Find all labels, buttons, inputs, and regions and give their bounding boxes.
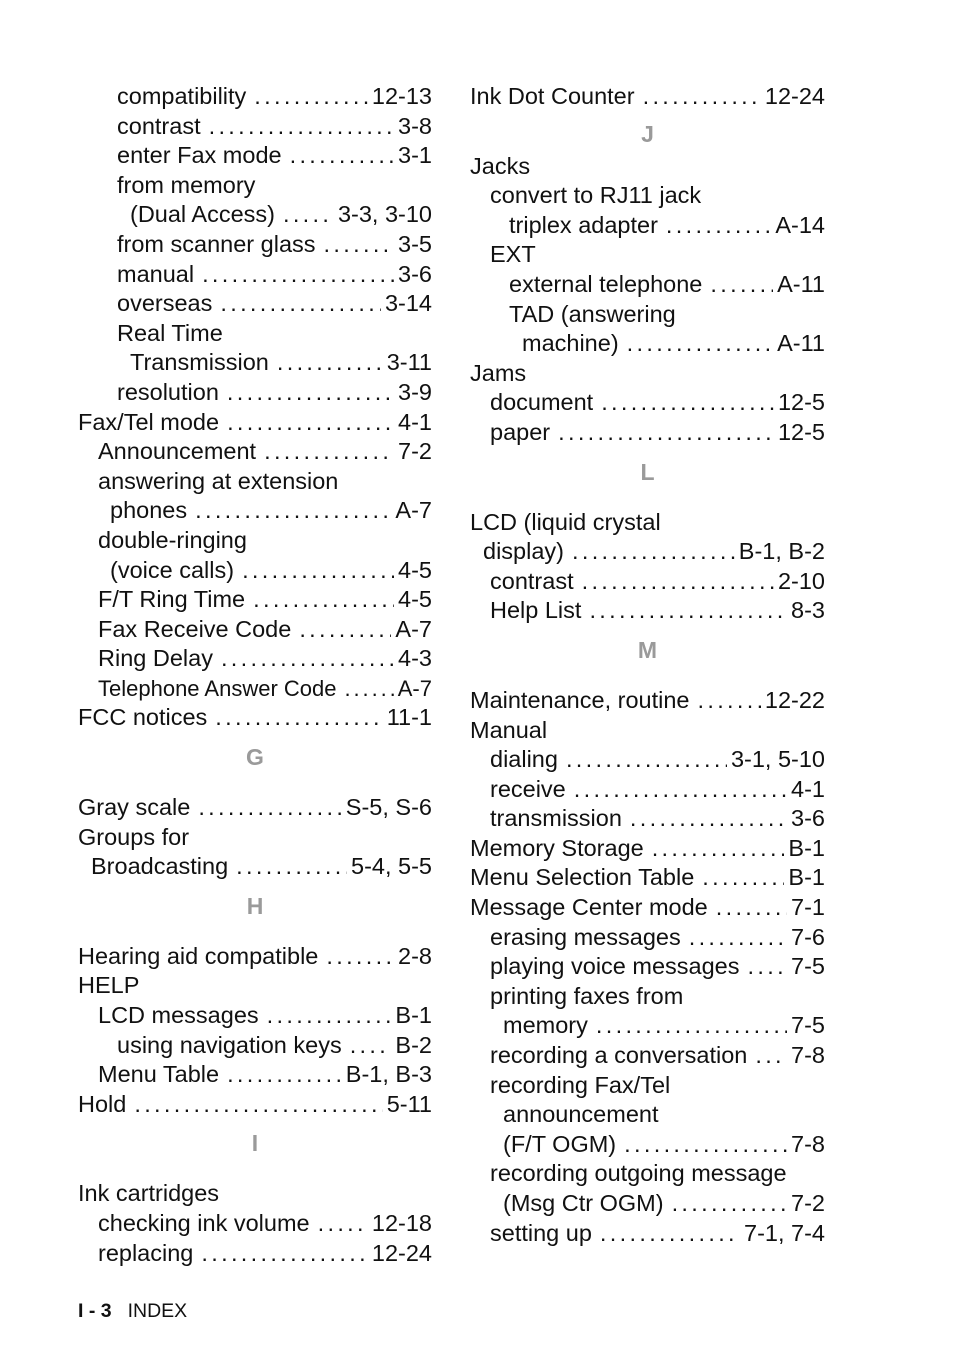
index-entry-term: Menu Selection Table xyxy=(470,864,695,891)
index-entry-page: 3-5 xyxy=(398,230,432,257)
index-letter-heading: J xyxy=(641,120,654,147)
index-entry xyxy=(470,596,825,626)
index-entry-term: compatibility xyxy=(117,83,247,109)
index-entry xyxy=(78,437,432,467)
index-entry-page: 7-1 xyxy=(791,894,825,921)
index-entry-term: FCC notices xyxy=(78,704,208,731)
index-entry-term: Gray scale xyxy=(78,794,191,821)
index-entry-page: 7-5 xyxy=(791,1012,825,1039)
leader-dots xyxy=(600,1219,740,1249)
index-entry-term: Jams xyxy=(470,359,527,386)
index-entry xyxy=(78,674,432,704)
index-entry-term: display) xyxy=(483,538,564,565)
index-entry-page: B-1 xyxy=(788,864,825,891)
index-entry-term: double-ringing xyxy=(98,526,247,553)
index-entry-term: Ink Dot Counter xyxy=(470,83,635,109)
leader-dots xyxy=(601,388,774,418)
leader-dots xyxy=(236,852,347,882)
index-entry xyxy=(78,703,432,733)
index-entry-term: Message Center mode xyxy=(470,894,708,921)
index-entry-term: machine) xyxy=(522,330,619,357)
index-entry xyxy=(78,348,432,378)
index-entry-term: announcement xyxy=(503,1101,659,1128)
index-entry-term: paper xyxy=(490,418,551,445)
footer-section-title: INDEX xyxy=(127,1300,188,1322)
index-entry xyxy=(470,893,825,923)
index-entry-term: using navigation keys xyxy=(117,1031,342,1058)
leader-dots xyxy=(350,1031,392,1061)
index-entry-term: checking ink volume xyxy=(98,1210,310,1236)
index-entry-page: S-5, S-6 xyxy=(345,794,432,821)
index-entry xyxy=(78,1179,432,1209)
index-entry-page: 3-3, 3-10 xyxy=(337,201,432,228)
index-entry xyxy=(78,1031,432,1061)
index-entry xyxy=(470,863,825,893)
index-entry-term: Help List xyxy=(490,597,582,624)
index-entry xyxy=(470,1189,825,1219)
index-entry-page: B-1 xyxy=(788,834,825,861)
index-entry-term: Transmission xyxy=(130,349,269,376)
index-entry-page: 3-6 xyxy=(398,260,432,287)
leader-dots xyxy=(227,1060,342,1090)
index-entry-page: A-11 xyxy=(777,330,825,357)
index-entry-page: 4-3 xyxy=(398,645,432,672)
index-entry xyxy=(470,1219,825,1249)
index-entry-term: document xyxy=(490,389,594,416)
index-entry xyxy=(78,200,432,230)
index-entry-term: EXT xyxy=(490,241,536,268)
leader-dots xyxy=(702,863,784,893)
index-entry-page: 4-5 xyxy=(398,586,432,613)
index-entry xyxy=(78,319,432,349)
index-entry-term: printing faxes from xyxy=(490,982,684,1009)
index-entry xyxy=(78,289,432,319)
leader-dots xyxy=(326,942,394,972)
index-entry-page: A-7 xyxy=(395,615,432,642)
index-entry-page: 12-13 xyxy=(371,83,432,109)
index-entry xyxy=(78,793,432,823)
index-entry xyxy=(470,537,825,567)
index-entry xyxy=(470,804,825,834)
index-entry-page: 7-6 xyxy=(791,923,825,950)
leader-dots xyxy=(283,200,334,230)
index-entry-page: B-1 xyxy=(395,1002,432,1029)
leader-dots xyxy=(716,893,787,923)
index-entry xyxy=(78,141,432,171)
leader-dots xyxy=(227,378,394,408)
index-entry-page: 7-1, 7-4 xyxy=(744,1219,825,1246)
leader-dots xyxy=(134,1090,382,1120)
index-entry xyxy=(470,1041,825,1071)
index-entry-term: receive xyxy=(490,775,566,802)
index-entry xyxy=(470,181,825,211)
index-entry xyxy=(470,952,825,982)
leader-dots xyxy=(589,596,787,626)
leader-dots xyxy=(221,644,394,674)
index-entry-page: A-11 xyxy=(777,270,825,297)
index-entry-page: 12-22 xyxy=(764,686,825,713)
index-entry-term: Fax/Tel mode xyxy=(78,408,220,435)
index-entry xyxy=(78,1060,432,1090)
leader-dots xyxy=(572,537,735,567)
index-entry-page: 7-2 xyxy=(398,438,432,465)
leader-dots xyxy=(672,1189,787,1219)
index-entry-term: external telephone xyxy=(509,270,703,297)
leader-dots xyxy=(666,211,771,241)
index-entry-page: 4-1 xyxy=(791,775,825,802)
index-letter-heading: L xyxy=(640,458,655,485)
index-entry xyxy=(470,359,825,389)
index-entry-term: contrast xyxy=(490,567,574,594)
index-entry-term: Menu Table xyxy=(98,1061,220,1088)
page-footer xyxy=(78,1300,187,1323)
index-entry xyxy=(470,982,825,1012)
index-entry-page: 3-1, 5-10 xyxy=(730,746,825,773)
footer-page-number: I - 3 xyxy=(78,1300,112,1322)
leader-dots xyxy=(215,703,382,733)
index-entry xyxy=(470,388,825,418)
index-entry-term: LCD messages xyxy=(98,1002,259,1029)
index-entry-page: A-7 xyxy=(397,675,432,701)
index-entry xyxy=(78,378,432,408)
index-entry xyxy=(78,942,432,972)
index-entry-page: 12-5 xyxy=(777,389,825,416)
index-entry xyxy=(78,112,432,142)
index-entry-term: playing voice messages xyxy=(490,953,740,980)
leader-dots xyxy=(254,82,368,112)
index-entry xyxy=(470,1071,825,1101)
index-entry xyxy=(470,567,825,597)
index-entry-page: 11-1 xyxy=(386,704,432,731)
leader-dots xyxy=(710,270,773,300)
index-entry-page: 12-5 xyxy=(777,418,825,445)
index-entry-term: Maintenance, routine xyxy=(470,686,690,713)
index-letter-heading: G xyxy=(246,744,264,771)
index-entry-page: 3-1 xyxy=(398,142,432,169)
leader-dots xyxy=(198,793,341,823)
index-entry-term: erasing messages xyxy=(490,923,681,950)
index-entry-page: 4-1 xyxy=(398,408,432,435)
index-entry-term: memory xyxy=(503,1012,588,1039)
index-letter-heading: H xyxy=(246,892,264,919)
index-letter-heading: M xyxy=(637,636,658,663)
index-entry-term: from memory xyxy=(117,171,256,198)
index-entry-page: 7-8 xyxy=(791,1042,825,1069)
index-entry xyxy=(470,211,825,241)
index-entry xyxy=(470,152,825,182)
index-entry-term: Hearing aid compatible xyxy=(78,942,319,969)
index-entry-page: 12-24 xyxy=(764,83,825,109)
index-entry xyxy=(78,1209,432,1239)
index-entry-term: resolution xyxy=(117,378,219,405)
index-entry xyxy=(470,775,825,805)
index-entry-page: 3-8 xyxy=(398,112,432,139)
index-entry-term: Broadcasting xyxy=(91,853,229,880)
index-entry-term: replacing xyxy=(98,1239,194,1266)
leader-dots xyxy=(324,230,395,260)
leader-dots xyxy=(624,1130,787,1160)
index-entry xyxy=(470,329,825,359)
index-entry xyxy=(470,82,825,112)
index-entry-page: 2-8 xyxy=(398,942,432,969)
index-entry-term: Ink cartridges xyxy=(78,1180,220,1207)
index-entry-page: A-7 xyxy=(395,497,432,524)
index-entry-term: enter Fax mode xyxy=(117,142,282,169)
index-entry xyxy=(78,526,432,556)
leader-dots xyxy=(277,348,383,378)
index-entry xyxy=(78,408,432,438)
index-entry-term: transmission xyxy=(490,805,622,832)
index-entry xyxy=(470,686,825,716)
index-entry xyxy=(78,230,432,260)
index-entry xyxy=(78,615,432,645)
index-entry xyxy=(470,1011,825,1041)
index-entry-term: Telephone Answer Code xyxy=(98,675,337,701)
leader-dots xyxy=(267,1001,392,1031)
index-entry-page: 7-5 xyxy=(791,953,825,980)
index-entry-term: manual xyxy=(117,260,195,287)
index-entry xyxy=(78,171,432,201)
index-entry-page: B-2 xyxy=(395,1031,432,1058)
index-entry xyxy=(470,745,825,775)
leader-dots xyxy=(195,496,391,526)
leader-dots xyxy=(755,1041,787,1071)
index-entry xyxy=(78,1239,432,1269)
index-entry-page: 7-8 xyxy=(791,1130,825,1157)
index-entry xyxy=(470,270,825,300)
leader-dots xyxy=(582,567,774,597)
leader-dots xyxy=(652,834,785,864)
index-entry-page: 8-3 xyxy=(791,597,825,624)
index-entry xyxy=(470,716,825,746)
leader-dots xyxy=(574,775,787,805)
leader-dots xyxy=(220,289,381,319)
index-entry-term: (Msg Ctr OGM) xyxy=(503,1190,664,1216)
index-entry-term: Real Time xyxy=(117,319,223,346)
index-entry-page: 7-2 xyxy=(791,1190,825,1216)
leader-dots xyxy=(558,418,774,448)
index-entry-term: setting up xyxy=(490,1219,592,1246)
index-entry-page: 12-18 xyxy=(371,1210,432,1236)
leader-dots xyxy=(209,112,394,142)
index-entry-term: convert to RJ11 jack xyxy=(490,182,702,209)
leader-dots xyxy=(630,804,787,834)
index-entry-page: 4-5 xyxy=(398,556,432,583)
index-entry xyxy=(78,496,432,526)
index-entry-term: (voice calls) xyxy=(110,556,235,583)
index-entry-term: LCD (liquid crystal xyxy=(470,508,661,535)
index-entry-term: recording a conversation xyxy=(490,1042,748,1069)
index-entry-page: 3-9 xyxy=(398,378,432,405)
index-entry-term: Fax Receive Code xyxy=(98,615,292,642)
index-entry xyxy=(78,1090,432,1120)
index-entry-page: 2-10 xyxy=(777,567,825,594)
index-column-right xyxy=(470,82,825,1248)
index-entry xyxy=(470,300,825,330)
index-entry-term: Manual xyxy=(470,716,548,743)
index-entry-term: overseas xyxy=(117,290,213,317)
leader-dots xyxy=(299,615,391,645)
index-entry-term: Ring Delay xyxy=(98,645,213,672)
index-letter-heading: I xyxy=(251,1130,259,1157)
index-entry xyxy=(470,834,825,864)
index-entry xyxy=(470,418,825,448)
index-entry-term: contrast xyxy=(117,112,201,139)
index-entry xyxy=(78,644,432,674)
leader-dots xyxy=(290,141,394,171)
index-entry-term: HELP xyxy=(78,972,140,999)
index-column-left xyxy=(78,82,432,1268)
index-entry-term: recording Fax/Tel xyxy=(490,1071,671,1098)
index-entry-term: phones xyxy=(110,497,188,524)
leader-dots xyxy=(318,1209,368,1239)
leader-dots xyxy=(643,82,761,112)
index-entry-term: Memory Storage xyxy=(470,834,644,861)
leader-dots xyxy=(264,437,394,467)
leader-dots xyxy=(201,1239,368,1269)
index-entry-page: B-1, B-3 xyxy=(345,1061,432,1088)
index-entry-term: Jacks xyxy=(470,152,531,179)
index-entry-term: (Dual Access) xyxy=(130,201,275,228)
index-entry xyxy=(78,467,432,497)
leader-dots xyxy=(227,408,394,438)
leader-dots xyxy=(627,329,773,359)
leader-dots xyxy=(566,745,727,775)
leader-dots xyxy=(596,1011,787,1041)
index-entry xyxy=(78,82,432,112)
index-entry xyxy=(470,1130,825,1160)
index-entry-term: dialing xyxy=(490,746,558,773)
index-entry xyxy=(78,971,432,1001)
leader-dots xyxy=(689,923,787,953)
index-entry-page: 3-14 xyxy=(384,290,432,317)
leader-dots xyxy=(242,556,394,586)
leader-dots xyxy=(345,674,394,704)
index-entry-page: 3-6 xyxy=(791,805,825,832)
leader-dots xyxy=(748,952,788,982)
index-entry xyxy=(470,240,825,270)
index-entry-term: Announcement xyxy=(98,438,257,465)
index-entry xyxy=(470,923,825,953)
index-entry xyxy=(78,556,432,586)
index-entry xyxy=(470,1159,825,1189)
index-entry-page: B-1, B-2 xyxy=(738,538,825,565)
index-entry-term: F/T Ring Time xyxy=(98,586,246,613)
index-entry xyxy=(78,1001,432,1031)
leader-dots xyxy=(697,686,760,716)
leader-dots xyxy=(202,260,394,290)
index-entry-page: 12-24 xyxy=(371,1239,432,1266)
index-entry xyxy=(78,823,432,853)
index-entry-term: triplex adapter xyxy=(509,211,658,238)
index-entry xyxy=(78,852,432,882)
index-entry-term: recording outgoing message xyxy=(490,1160,787,1187)
index-entry xyxy=(78,260,432,290)
index-entry-term: answering at extension xyxy=(98,467,339,494)
index-entry xyxy=(470,508,825,538)
index-entry-term: from scanner glass xyxy=(117,230,316,257)
index-entry-page: 5-4, 5-5 xyxy=(351,853,432,880)
index-entry-term: TAD (answering xyxy=(509,300,676,327)
leader-dots xyxy=(253,585,394,615)
index-entry xyxy=(78,585,432,615)
index-entry-page: 5-11 xyxy=(386,1090,432,1117)
index-entry xyxy=(470,1100,825,1130)
index-entry-page: A-14 xyxy=(775,211,825,238)
index-entry-term: (F/T OGM) xyxy=(503,1130,617,1157)
index-entry-term: Hold xyxy=(78,1090,127,1117)
index-entry-term: Groups for xyxy=(78,823,190,850)
index-entry-page: 3-11 xyxy=(386,349,432,376)
